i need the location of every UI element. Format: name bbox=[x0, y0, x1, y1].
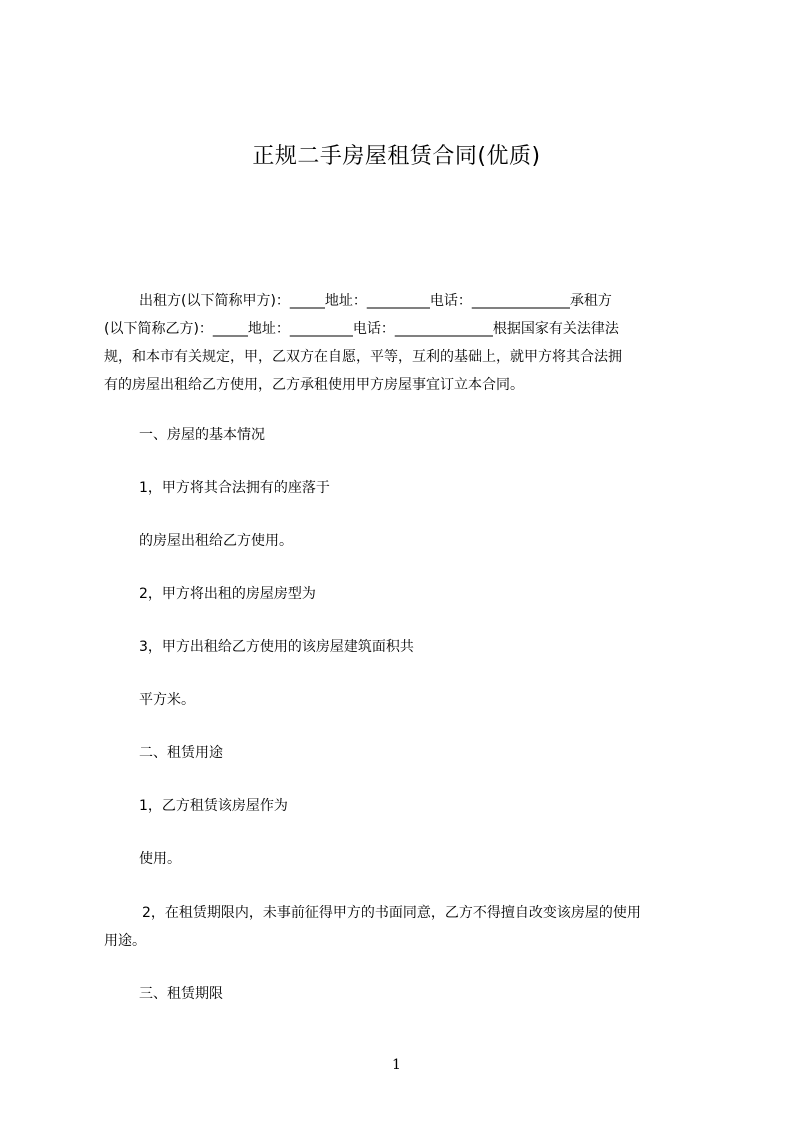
clause-1-3: 3，甲方出租给乙方使用的该房屋建筑面积共 bbox=[139, 639, 414, 655]
section-heading-3: 三、租赁期限 bbox=[139, 986, 223, 1002]
clause-2-2-continuation: 用途。 bbox=[104, 933, 146, 949]
clause-1-3-continuation: 平方米。 bbox=[139, 692, 195, 708]
section-heading-1: 一、房屋的基本情况 bbox=[139, 427, 265, 443]
clause-1-2: 2，甲方将出租的房屋房型为 bbox=[139, 586, 316, 602]
clause-1-1-continuation: 的房屋出租给乙方使用。 bbox=[139, 533, 293, 549]
clause-2-1-continuation: 使用。 bbox=[139, 851, 181, 867]
clause-2-2: 2，在租赁期限内，未事前征得甲方的书面同意，乙方不得擅自改变该房屋的使用 bbox=[142, 905, 641, 921]
intro-line: 出租方(以下简称甲方)：_____地址：_________电话：______________承租方 bbox=[139, 293, 612, 309]
clause-2-1: 1，乙方租赁该房屋作为 bbox=[139, 798, 288, 814]
document-title: 正规二手房屋租赁合同(优质) bbox=[252, 144, 541, 169]
intro-line: (以下简称乙方)：_____地址：_________电话：______________根据国家有关法律法 bbox=[104, 321, 619, 337]
clause-1-1: 1，甲方将其合法拥有的座落于 bbox=[139, 480, 330, 496]
intro-line: 有的房屋出租给乙方使用，乙方承租使用甲方房屋事宜订立本合同。 bbox=[104, 377, 524, 393]
intro-paragraph bbox=[104, 287, 704, 399]
intro-line: 规，和本市有关规定，甲，乙双方在自愿，平等，互利的基础上，就甲方将其合法拥 bbox=[104, 349, 622, 365]
section-heading-2: 二、租赁用途 bbox=[139, 745, 223, 761]
page-number: 1 bbox=[392, 1057, 401, 1073]
